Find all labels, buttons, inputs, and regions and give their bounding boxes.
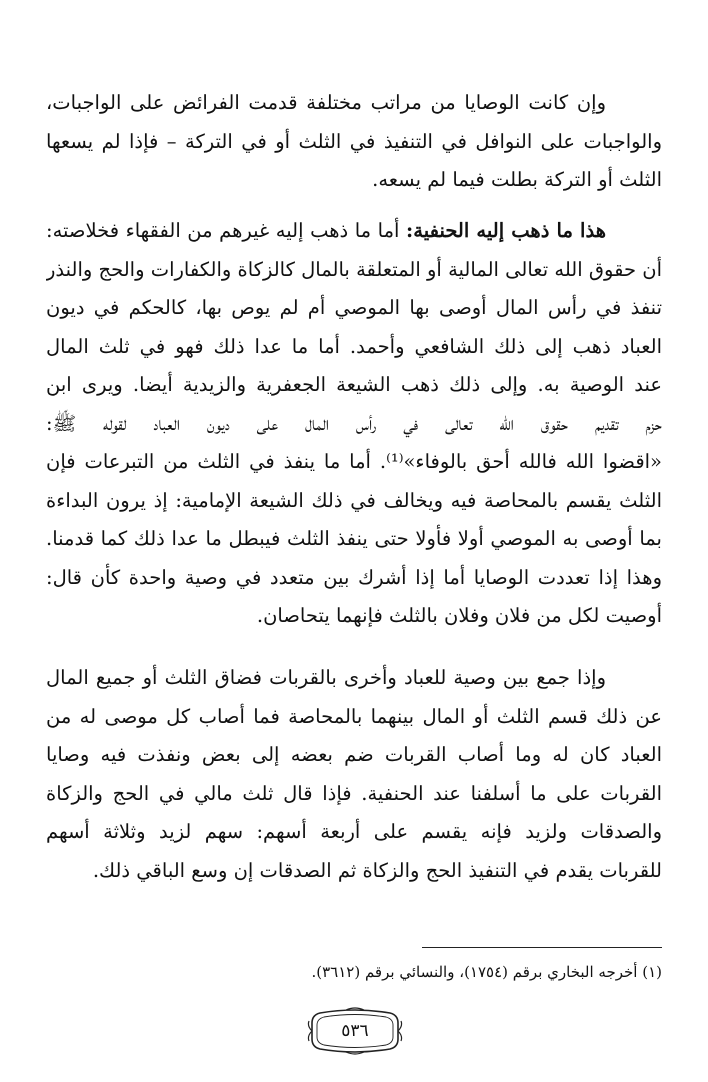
text-line: وهذا إذا تعددت الوصايا أما إذا أشرك بين متعدد في وصية واحدة كأن قال: (46, 565, 662, 589)
footnote-divider (422, 947, 662, 948)
text-line: الثلث يقسم بالمحاصة فيه ويخالف في ذلك الشيعة الإمامية: إذ يرون البداءة (46, 488, 662, 512)
text-line: العباد ذهب إلى ذلك الشافعي وأحمد. أما ما عدا ذلك فهو في ثلث المال (46, 334, 662, 358)
text-line: عند الوصية به. وإلى ذلك ذهب الشيعة الجعفرية والزيدية أيضا. ويرى ابن (46, 373, 662, 396)
text-line: وإن كانت الوصايا من مراتب مختلفة قدمت الفرائض على الواجبات، (46, 91, 606, 114)
text-line: والواجبات على النوافل في التنفيذ في الثلث أو في التركة – فإذا لم يسعها (46, 129, 662, 153)
text-line: للقربات يقدم في التنفيذ الحج والزكاة ثم الصدقات إن وسع الباقي ذلك. (92, 858, 662, 882)
text-line: العباد كان له وما أصاب القربات ضم بعضه إلى بعض ونفذت فيه وصايا (46, 743, 662, 766)
text-line (46, 212, 662, 251)
heading-continuation: أما ما ذهب إليه غيرهم من الفقهاء فخلاصته: (46, 219, 407, 242)
text-line: أوصيت لكل من فلان وفلان بالثلث فإنهما يتحاصان. (256, 604, 662, 627)
paragraph-mixed-wills (46, 659, 662, 890)
footnote: (١) أخرجه البخاري برقم (١٧٥٤)، والنسائي برقم (٣٦١٢). (311, 963, 662, 981)
text-line: بما أوصى به الموصي أولا فأولا حتى ينفذ الثلث فيبطل ما عدا ذلك كما قدمنا. (46, 527, 662, 550)
section-heading: هذا ما ذهب إليه الحنفية: (406, 219, 606, 242)
text-line: تنفذ في رأس المال أوصى بها الموصي أم لم يوص بها، كالحكم في ديون (46, 296, 662, 319)
text-line: القربات على ما أسلفنا عند الحنفية. فإذا قال ثلث مالي في الحج والزكاة (46, 781, 662, 805)
text-line: أن حقوق الله تعالى المالية أو المتعلقة بالمال كالزكاة والكفارات والحج والنذر (46, 257, 662, 281)
text-line: وإذا جمع بين وصية للعباد وأخرى بالقربات فضاق الثلث أو جميع المال (46, 666, 606, 689)
paragraph-other-jurists (46, 212, 662, 636)
text-line: «اقضوا الله فالله أحق بالوفاء»⁽¹⁾. أما ما ينفذ في الثلث من التبرعات فإن (46, 450, 662, 473)
text-line: الثلث أو التركة بطلت فيما لم يسعه. (372, 168, 662, 191)
text-line: عن ذلك قسم الثلث أو المال بينهما بالمحاصة فما أصاب كل موصى له من (46, 704, 662, 728)
paragraph-wills-order (46, 84, 662, 200)
text-line: حزم تقديم حقوق الله تعالى في رأس المال على ديون العباد لقوله ﷺ: (46, 411, 662, 435)
text-line: والصدقات ولزيد فإنه يقسم على أربعة أسهم: سهم لزيد وثلاثة أسهم (46, 820, 662, 843)
page-number: ٥٣٦ (341, 1021, 369, 1041)
